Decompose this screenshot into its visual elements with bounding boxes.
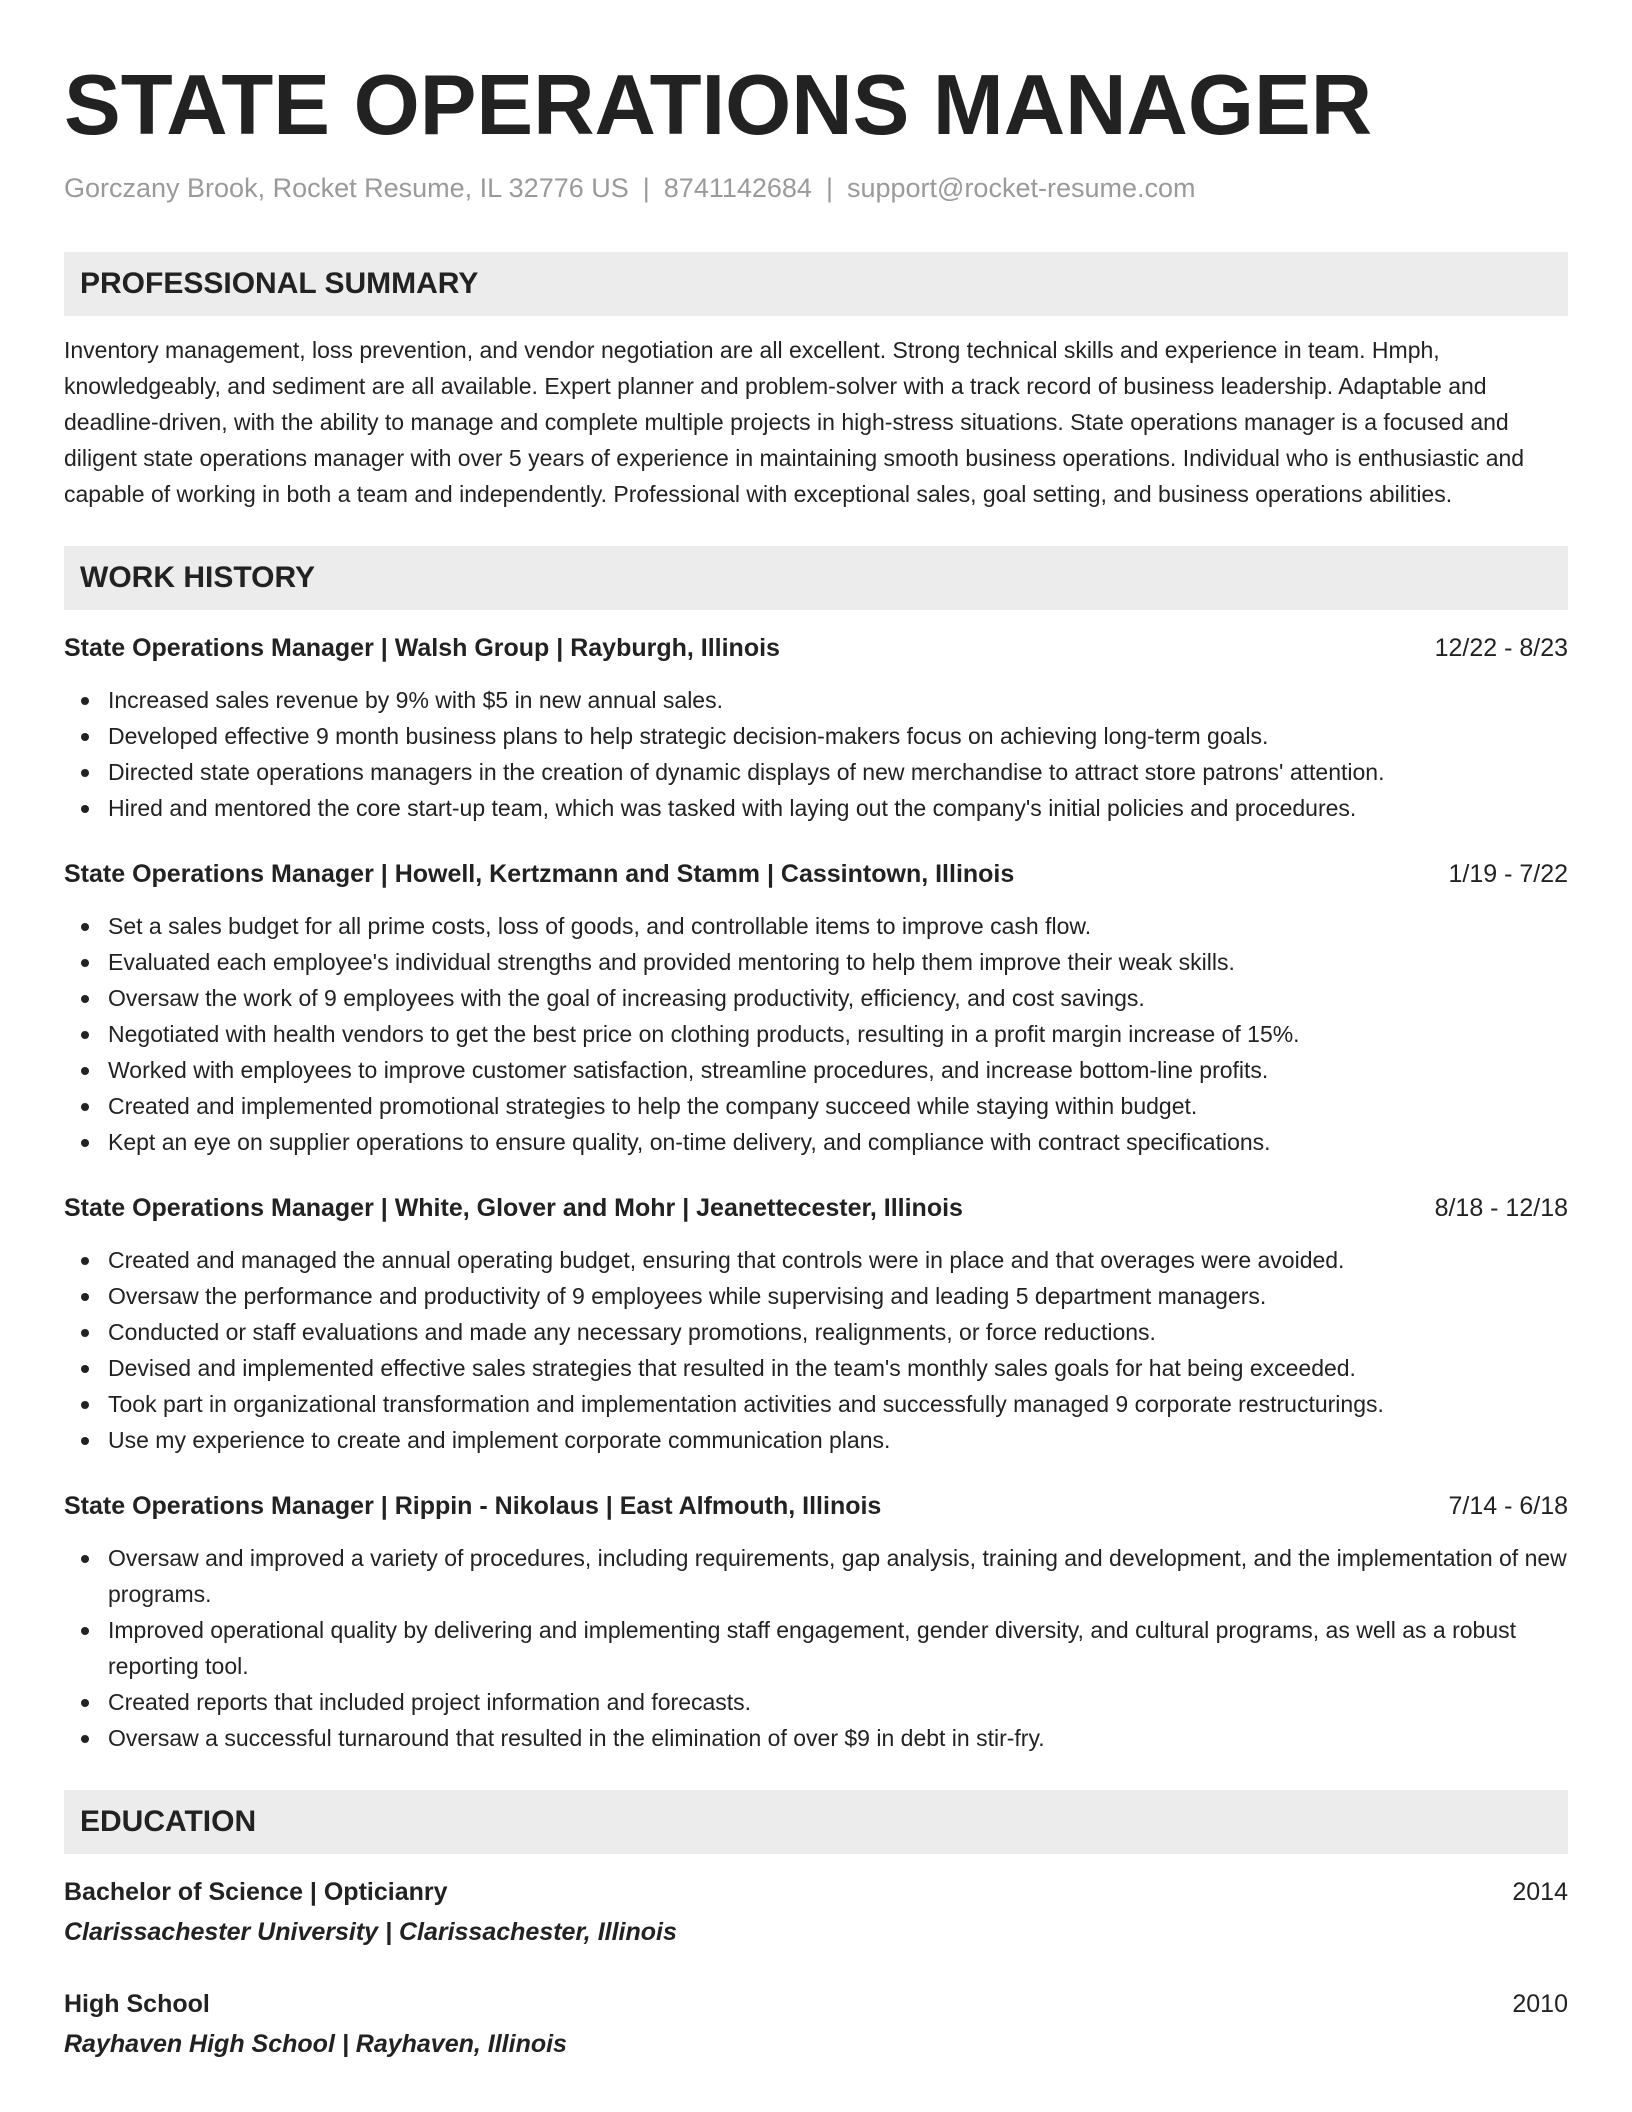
job-bullet: Developed effective 9 month business plans to help strategic decision-makers focus on achieving long-term goals. xyxy=(64,718,1568,754)
job-header xyxy=(64,630,1568,666)
job-bullet: Devised and implemented effective sales strategies that resulted in the team's monthly sales goals for hat being exceeded. xyxy=(64,1350,1568,1386)
job-bullet: Created and managed the annual operating budget, ensuring that controls were in place and that overages were avoided. xyxy=(64,1242,1568,1278)
education-heading: EDUCATION xyxy=(64,1790,1568,1854)
job-title: State Operations Manager | Rippin - Nikolaus | East Alfmouth, Illinois xyxy=(64,1492,882,1520)
work-history-heading: WORK HISTORY xyxy=(64,546,1568,610)
education-year: 2014 xyxy=(1512,1878,1568,1906)
job-dates: 1/19 - 7/22 xyxy=(1448,860,1568,888)
job-bullet: Conducted or staff evaluations and made any necessary promotions, realignments, or force reductions. xyxy=(64,1314,1568,1350)
contact-line xyxy=(64,168,1568,208)
job-bullets xyxy=(64,682,1568,826)
job-bullet: Oversaw the work of 9 employees with the goal of increasing productivity, efficiency, and cost savings. xyxy=(64,980,1568,1016)
job-entry xyxy=(64,856,1568,1160)
job-bullet: Increased sales revenue by 9% with $5 in new annual sales. xyxy=(64,682,1568,718)
education-entry xyxy=(64,1872,1568,1952)
job-dates: 7/14 - 6/18 xyxy=(1448,1492,1568,1520)
job-entry xyxy=(64,630,1568,826)
job-bullets xyxy=(64,1242,1568,1458)
education-school: Clarissachester University | Clarissachester, Illinois xyxy=(64,1918,677,1946)
job-bullets xyxy=(64,908,1568,1160)
job-header xyxy=(64,856,1568,892)
education-header xyxy=(64,1984,1568,2024)
job-entry xyxy=(64,1190,1568,1458)
job-bullet: Evaluated each employee's individual strengths and provided mentoring to help them improve their weak skills. xyxy=(64,944,1568,980)
job-bullet: Hired and mentored the core start-up team, which was tasked with laying out the company's initial policies and procedures. xyxy=(64,790,1568,826)
contact-address: Gorczany Brook, Rocket Resume, IL 32776 US xyxy=(64,173,629,203)
job-bullet: Created reports that included project information and forecasts. xyxy=(64,1684,1568,1720)
job-bullet: Improved operational quality by delivering and implementing staff engagement, gender diversity, and cultural programs, as well as a robust reporting tool. xyxy=(64,1612,1568,1684)
education-year: 2010 xyxy=(1512,1990,1568,2018)
job-bullet: Use my experience to create and implement corporate communication plans. xyxy=(64,1422,1568,1458)
job-bullet: Kept an eye on supplier operations to ensure quality, on-time delivery, and compliance with contract specifications. xyxy=(64,1124,1568,1160)
contact-separator: | xyxy=(642,173,650,203)
job-bullet: Directed state operations managers in the creation of dynamic displays of new merchandise to attract store patrons' attention. xyxy=(64,754,1568,790)
education-school: Rayhaven High School | Rayhaven, Illinois xyxy=(64,2030,567,2058)
job-bullet: Created and implemented promotional strategies to help the company succeed while staying within budget. xyxy=(64,1088,1568,1124)
job-bullet: Negotiated with health vendors to get the best price on clothing products, resulting in a profit margin increase of 15%. xyxy=(64,1016,1568,1052)
job-bullet: Oversaw and improved a variety of procedures, including requirements, gap analysis, training and development, and the implementation of new programs. xyxy=(64,1540,1568,1612)
contact-phone: 8741142684 xyxy=(663,173,812,203)
job-title: State Operations Manager | Walsh Group | Rayburgh, Illinois xyxy=(64,634,780,662)
job-bullet: Oversaw a successful turnaround that resulted in the elimination of over $9 in debt in stir-fry. xyxy=(64,1720,1568,1756)
job-title: State Operations Manager | Howell, Kertzmann and Stamm | Cassintown, Illinois xyxy=(64,860,1015,888)
job-bullet: Took part in organizational transformation and implementation activities and successfully managed 9 corporate restructurings. xyxy=(64,1386,1568,1422)
contact-separator: | xyxy=(825,173,833,203)
education-degree: High School xyxy=(64,1990,210,2018)
job-header xyxy=(64,1488,1568,1524)
job-bullet: Set a sales budget for all prime costs, loss of goods, and controllable items to improve cash flow. xyxy=(64,908,1568,944)
education-degree: Bachelor of Science | Opticianry xyxy=(64,1878,448,1906)
summary-heading: PROFESSIONAL SUMMARY xyxy=(64,252,1568,316)
job-bullet: Oversaw the performance and productivity of 9 employees while supervising and leading 5 department managers. xyxy=(64,1278,1568,1314)
job-dates: 8/18 - 12/18 xyxy=(1434,1194,1568,1222)
job-bullet: Worked with employees to improve customer satisfaction, streamline procedures, and increase bottom-line profits. xyxy=(64,1052,1568,1088)
education-entry xyxy=(64,1984,1568,2064)
candidate-title: STATE OPERATIONS MANAGER xyxy=(64,58,1373,153)
job-bullets xyxy=(64,1540,1568,1756)
job-title: State Operations Manager | White, Glover and Mohr | Jeanettecester, Illinois xyxy=(64,1194,963,1222)
job-entry xyxy=(64,1488,1568,1756)
contact-email: support@rocket-resume.com xyxy=(846,173,1196,203)
job-dates: 12/22 - 8/23 xyxy=(1434,634,1568,662)
summary-text: Inventory management, loss prevention, and vendor negotiation are all excellent. Strong technical skills and experience in team. Hmph, knowledgeably, and sediment are all available. Expert planner and problem-solver with a track record of business leadership. Adaptable and deadline-driven, with the ability to manage and complete multiple projects in high-stress situations. State operations manager is a focused and diligent state operations manager with over 5 years of experience in maintaining smooth business operations. Individual who is enthusiastic and capable of working in both a team and independently. Professional with exceptional sales, goal setting, and business operations abilities. xyxy=(64,337,1525,507)
job-header xyxy=(64,1190,1568,1226)
education-header xyxy=(64,1872,1568,1912)
